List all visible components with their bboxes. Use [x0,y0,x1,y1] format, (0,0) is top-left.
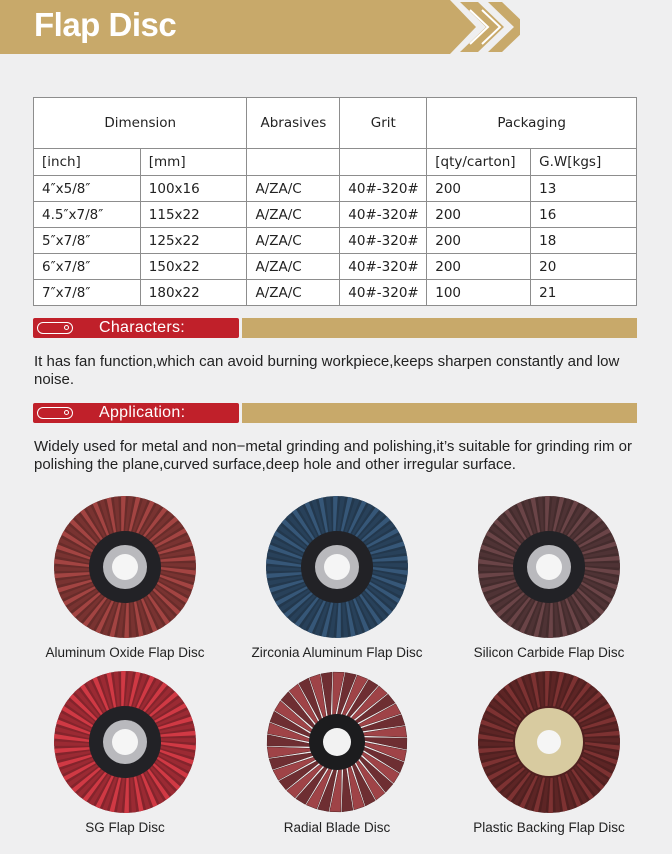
cell-abrasives: A/ZA/C [247,176,340,202]
product-silicon-carbide [444,495,654,665]
cell-inch: 7″x7/8″ [34,280,141,306]
application-text: Widely used for metal and non−metal grinding and polishing,it’s suitable for grinding rim or polishing the plane,curved surface,deep hole and other irregular surface. [34,438,632,473]
cell-inch: 4.5″x7/8″ [34,202,141,228]
cell-mm: 150x22 [140,254,247,280]
header-dimension: Dimension [34,98,247,149]
plastic-backing-disc-icon [477,670,621,814]
application-label: Application: [99,404,186,421]
characters-label: Characters: [99,319,185,336]
flap-disc-icon [53,495,197,639]
cell-grit: 40#-320# [340,280,427,306]
table-row [34,176,637,202]
cell-gw: 20 [531,254,637,280]
characters-text: It has fan function,which can avoid burning workpiece,keeps sharpen constantly and low noise. [34,353,620,388]
cell-mm: 125x22 [140,228,247,254]
cell-abrasives: A/ZA/C [247,280,340,306]
product-plastic-backing [444,670,654,845]
application-section-bar [33,403,637,423]
cell-grit: 40#-320# [340,176,427,202]
section-rule [242,318,637,338]
page-title: Flap Disc [34,6,177,43]
flap-disc-icon [477,495,621,639]
cell-inch: 4″x5/8″ [34,176,141,202]
pill-icon [37,322,73,334]
cell-mm: 180x22 [140,280,247,306]
cell-mm: 100x16 [140,176,247,202]
header-grit: Grit [340,98,427,149]
product-name: Radial Blade Disc [283,820,391,835]
subheader-mm: [mm] [140,149,247,176]
cell-grit: 40#-320# [340,228,427,254]
subheader-grit-empty [340,149,427,176]
subheader-gw: G.W[kgs] [531,149,637,176]
pill-icon [37,407,73,419]
product-name: Aluminum Oxide Flap Disc [45,645,205,660]
product-name: Plastic Backing Flap Disc [473,820,625,835]
cell-gw: 21 [531,280,637,306]
cell-qty: 200 [427,202,531,228]
subheader-abrasives-empty [247,149,340,176]
cell-gw: 13 [531,176,637,202]
product-aluminum-oxide [20,495,230,665]
product-zirconia-aluminum [232,495,442,665]
cell-qty: 100 [427,280,531,306]
flap-disc-icon [53,670,197,814]
cell-gw: 18 [531,228,637,254]
subheader-inch: [inch] [34,149,141,176]
section-label-bar [33,318,239,338]
table-row [34,202,637,228]
cell-gw: 16 [531,202,637,228]
product-sg [20,670,230,845]
cell-abrasives: A/ZA/C [247,228,340,254]
table-row [34,228,637,254]
subheader-qty: [qty/carton] [427,149,531,176]
table-row [34,280,637,306]
product-name: Zirconia Aluminum Flap Disc [251,645,423,660]
cell-qty: 200 [427,254,531,280]
cell-qty: 200 [427,228,531,254]
cell-mm: 115x22 [140,202,247,228]
section-rule [242,403,637,423]
cell-inch: 5″x7/8″ [34,228,141,254]
cell-abrasives: A/ZA/C [247,254,340,280]
cell-inch: 6″x7/8″ [34,254,141,280]
cell-abrasives: A/ZA/C [247,202,340,228]
header-abrasives: Abrasives [247,98,340,149]
product-name: SG Flap Disc [85,820,165,835]
cell-qty: 200 [427,176,531,202]
section-label-bar [33,403,239,423]
radial-blade-disc-icon [265,670,409,814]
cell-grit: 40#-320# [340,202,427,228]
table-row [34,254,637,280]
flap-disc-icon [265,495,409,639]
header-packaging: Packaging [427,98,637,149]
product-radial-blade [232,670,442,845]
spec-table [33,97,637,306]
characters-section-bar [33,318,637,338]
cell-grit: 40#-320# [340,254,427,280]
title-banner [0,0,520,54]
product-name: Silicon Carbide Flap Disc [473,645,625,660]
